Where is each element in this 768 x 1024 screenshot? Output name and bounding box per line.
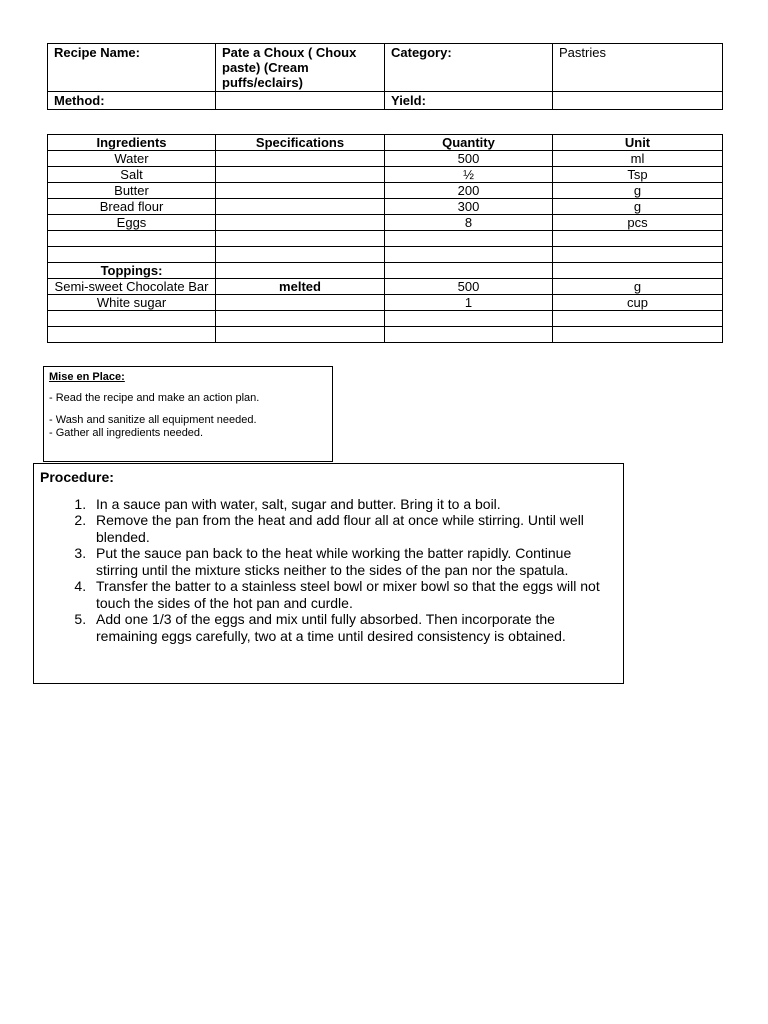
method-label: Method: bbox=[48, 92, 216, 110]
table-row bbox=[48, 311, 723, 327]
unit-cell bbox=[553, 231, 723, 247]
procedure-step: 4. Transfer the batter to a stainless steel bowl or mixer bowl so that the eggs will not touch the sides of the hot pan and curdle. bbox=[90, 578, 617, 611]
column-header-unit: Unit bbox=[553, 135, 723, 151]
ingredient-cell bbox=[48, 247, 216, 263]
ingredients-header-row bbox=[48, 135, 723, 151]
procedure-box bbox=[33, 463, 624, 684]
specification-cell bbox=[216, 247, 385, 263]
mise-en-place-box bbox=[43, 366, 333, 462]
table-row bbox=[48, 327, 723, 343]
procedure-step: 3. Put the sauce pan back to the heat while working the batter rapidly. Continue stirring until the mixture sticks neither to the sides of the pan nor the spatula. bbox=[90, 545, 617, 578]
unit-cell bbox=[553, 311, 723, 327]
column-header-specifications: Specifications bbox=[216, 135, 385, 151]
ingredient-cell bbox=[48, 231, 216, 247]
ingredient-cell bbox=[48, 327, 216, 343]
mise-en-place-item: - Read the recipe and make an action plan. bbox=[49, 392, 260, 404]
quantity-cell: 200 bbox=[385, 183, 553, 199]
procedure-title: Procedure: bbox=[40, 469, 114, 485]
specification-cell bbox=[216, 167, 385, 183]
column-header-quantity: Quantity bbox=[385, 135, 553, 151]
procedure-step: 5. Add one 1/3 of the eggs and mix until fully absorbed. Then incorporate the remaining eggs carefully, two at a time until desired consistency is obtained. bbox=[90, 611, 617, 644]
unit-cell: g bbox=[553, 279, 723, 295]
quantity-cell bbox=[385, 231, 553, 247]
quantity-cell: 500 bbox=[385, 279, 553, 295]
recipe-name-value: Pate a Choux ( Choux paste) (Cream puffs/eclairs) bbox=[216, 44, 385, 92]
category-label: Category: bbox=[385, 44, 553, 92]
quantity-cell: 8 bbox=[385, 215, 553, 231]
mise-en-place-item: - Wash and sanitize all equipment needed. bbox=[49, 414, 257, 426]
procedure-steps bbox=[40, 496, 617, 645]
table-row bbox=[48, 183, 723, 199]
column-header-ingredients: Ingredients bbox=[48, 135, 216, 151]
yield-label: Yield: bbox=[385, 92, 553, 110]
ingredient-cell: Water bbox=[48, 151, 216, 167]
specification-cell bbox=[216, 151, 385, 167]
unit-cell: Tsp bbox=[553, 167, 723, 183]
quantity-cell: 1 bbox=[385, 295, 553, 311]
ingredients-table bbox=[47, 134, 723, 343]
specification-cell bbox=[216, 311, 385, 327]
ingredient-cell: Semi-sweet Chocolate Bar bbox=[48, 279, 216, 295]
table-row bbox=[48, 151, 723, 167]
specification-cell bbox=[216, 199, 385, 215]
mise-en-place-title: Mise en Place: bbox=[49, 371, 125, 383]
table-row bbox=[48, 295, 723, 311]
table-row bbox=[48, 199, 723, 215]
unit-cell: pcs bbox=[553, 215, 723, 231]
specification-cell bbox=[216, 183, 385, 199]
quantity-cell bbox=[385, 247, 553, 263]
table-row bbox=[48, 215, 723, 231]
table-row bbox=[48, 167, 723, 183]
unit-cell bbox=[553, 327, 723, 343]
recipe-header-table bbox=[47, 43, 723, 110]
unit-cell: g bbox=[553, 199, 723, 215]
quantity-cell bbox=[385, 311, 553, 327]
quantity-cell: 300 bbox=[385, 199, 553, 215]
unit-cell: cup bbox=[553, 295, 723, 311]
ingredient-cell bbox=[48, 311, 216, 327]
unit-cell: g bbox=[553, 183, 723, 199]
mise-en-place-item: - Gather all ingredients needed. bbox=[49, 427, 204, 439]
yield-value bbox=[553, 92, 723, 110]
ingredient-cell: Salt bbox=[48, 167, 216, 183]
ingredient-cell: Butter bbox=[48, 183, 216, 199]
recipe-name-label: Recipe Name: bbox=[48, 44, 216, 92]
toppings-label: Toppings: bbox=[48, 263, 216, 279]
specification-cell bbox=[216, 295, 385, 311]
header-row-name bbox=[48, 44, 723, 92]
specification-cell bbox=[216, 327, 385, 343]
table-row bbox=[48, 279, 723, 295]
method-value bbox=[216, 92, 385, 110]
unit-cell bbox=[553, 263, 723, 279]
ingredient-cell: Eggs bbox=[48, 215, 216, 231]
specification-cell bbox=[216, 215, 385, 231]
specification-cell: melted bbox=[216, 279, 385, 295]
ingredient-cell: Bread flour bbox=[48, 199, 216, 215]
unit-cell bbox=[553, 247, 723, 263]
toppings-header-row bbox=[48, 263, 723, 279]
table-row bbox=[48, 231, 723, 247]
ingredient-cell: White sugar bbox=[48, 295, 216, 311]
specification-cell bbox=[216, 231, 385, 247]
quantity-cell: ½ bbox=[385, 167, 553, 183]
specification-cell bbox=[216, 263, 385, 279]
procedure-step: 2. Remove the pan from the heat and add flour all at once while stirring. Until well blended. bbox=[90, 512, 617, 545]
unit-cell: ml bbox=[553, 151, 723, 167]
header-row-method bbox=[48, 92, 723, 110]
quantity-cell bbox=[385, 263, 553, 279]
procedure-step: 1. In a sauce pan with water, salt, sugar and butter. Bring it to a boil. bbox=[90, 496, 617, 513]
quantity-cell bbox=[385, 327, 553, 343]
quantity-cell: 500 bbox=[385, 151, 553, 167]
table-row bbox=[48, 247, 723, 263]
category-value: Pastries bbox=[553, 44, 723, 92]
